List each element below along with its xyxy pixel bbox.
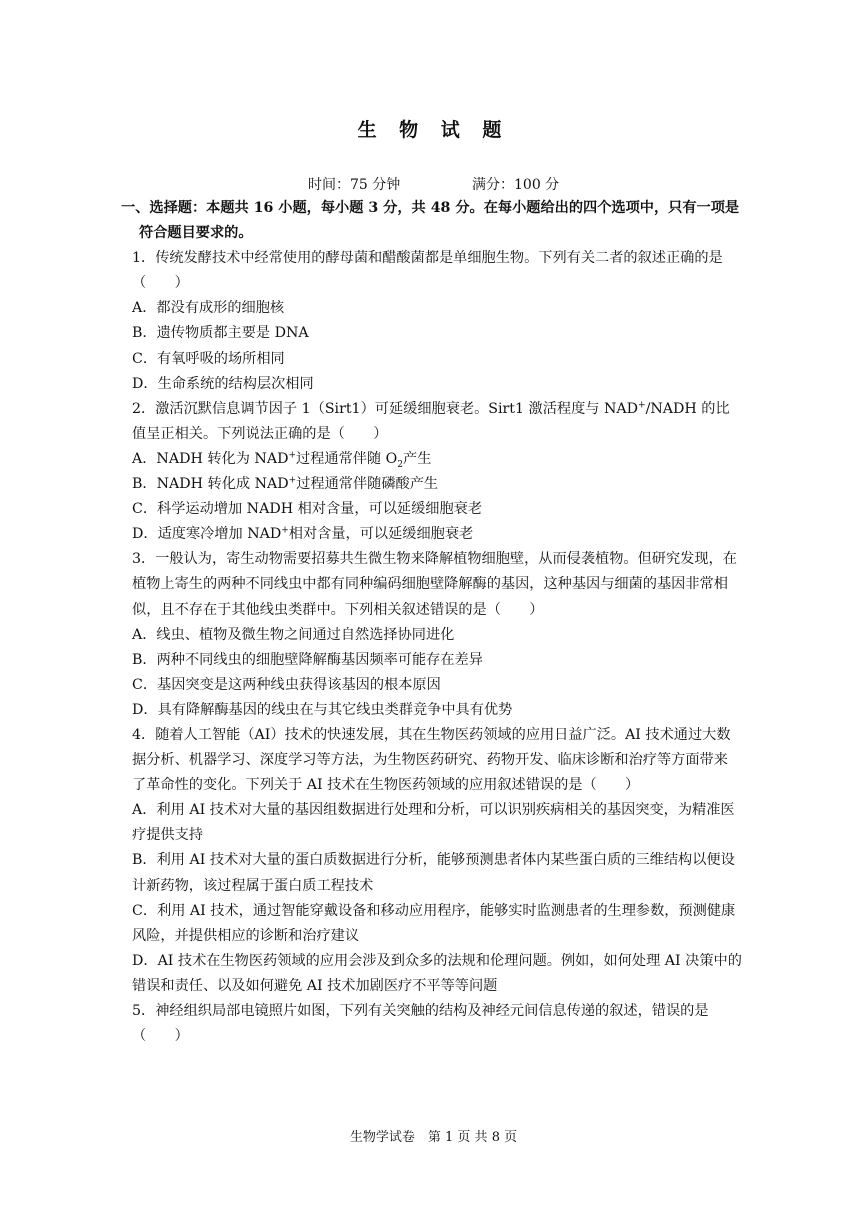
question-4-option-d: D．AI 技术在生物医药领域的应用会涉及到众多的法规和伦理问题。例如，如何处理 AI 决策中的错误和责任、以及如何避免 AI 技术加剧医疗不平等等问题 [132, 952, 742, 994]
question-1-stem: 1．传统发酵技术中经常使用的酵母菌和醋酸菌都是单细胞生物。下列有关二者的叙述正确的是（ ） [132, 250, 723, 292]
page-title: 生 物 试 题 [357, 119, 510, 141]
question-3-option-c: C．基因突变是这两种线虫获得该基因的根本原因 [132, 676, 441, 693]
question-4-option-c: C．利用 AI 技术，通过智能穿戴设备和移动应用程序，能够实时监测患者的生理参数，预测健康风险，并提供相应的诊断和治疗建议 [132, 902, 736, 944]
question-2-option-a: A．NADH 转化为 NAD+过程通常伴随 $O_2$产生 [132, 450, 432, 470]
question-4-option-b: B．利用 AI 技术对大量的蛋白质数据进行分析，能够预测患者体内某些蛋白质的三维结构以便设计新药物，该过程属于蛋白质工程技术 [132, 852, 735, 894]
question-3-option-a: A．线虫、植物及微生物之间通过自然选择协同进化 [132, 626, 455, 643]
question-2-option-d: D．适度寒冷增加 NAD+相对含量，可以延缓细胞衰老 [132, 525, 474, 543]
full-score: 满分：100 分 [472, 177, 560, 193]
question-3-stem: 3．一般认为，寄生动物需要招募共生微生物来降解植物细胞壁，从而侵袭植物。但研究发现，在植物上寄生的两种不同线虫中都有同种编码细胞壁降解酶的基因，这种基因与细菌的基因非常相似，且不存在于其他线虫类群中。下列相关叙述错误的是（ ） [132, 551, 737, 618]
question-4-stem: 4．随着人工智能（AI）技术的快速发展，其在生物医药领域的应用日益广泛。AI 技术通过大数据分析、机器学习、深度学习等方法，为生物医药研究、药物开发、临床诊断和治疗等方面带来了革命性的变化。下列关于 AI 技术在生物医药领域的应用叙述错误的是（ ） [132, 726, 731, 794]
time-limit: 时间：75 分钟 [308, 177, 401, 193]
page-footer: 生物学试卷 第 1 页 共 8 页 [349, 1130, 518, 1145]
question-3-option-d: D．具有降解酶基因的线虫在与其它线虫类群竞争中具有优势 [132, 701, 513, 718]
question-2-stem: 2．激活沉默信息调节因子 1（Sirt1）可延缓细胞衰老。Sirt1 激活程度与 NAD+/NADH 的比值呈正相关。下列说法正确的是（ ） [132, 400, 730, 442]
question-4-option-a: A．利用 AI 技术对大量的基因组数据进行处理和分析，可以识别疾病相关的基因突变，为精准医疗提供支持 [132, 802, 735, 844]
question-2-option-b: B．NADH 转化成 NAD+过程通常伴随磷酸产生 [132, 475, 439, 493]
question-3-option-b: B．两种不同线虫的细胞壁降解酶基因频率可能存在差异 [132, 651, 483, 668]
question-1-option-a: A．都没有成形的细胞核 [132, 300, 285, 317]
question-1-option-b: B．遗传物质都主要是 DNA [132, 325, 309, 342]
question-2-option-c: C．科学运动增加 NADH 相对含量，可以延缓细胞衰老 [132, 501, 483, 518]
question-5-stem: 5．神经组织局部电镜照片如图，下列有关突触的结构及神经元间信息传递的叙述，错误的是（ ） [132, 1003, 709, 1045]
section-heading: 一、选择题：本题共 16 小题，每小题 3 分，共 48 分。在每小题给出的四个选项中，只有一项是符合题目要求的。 [121, 200, 740, 242]
question-1-option-d: D．生命系统的结构层次相同 [132, 375, 314, 392]
question-content [121, 196, 742, 1049]
question-1-option-c: C．有氧呼吸的场所相同 [132, 350, 285, 367]
